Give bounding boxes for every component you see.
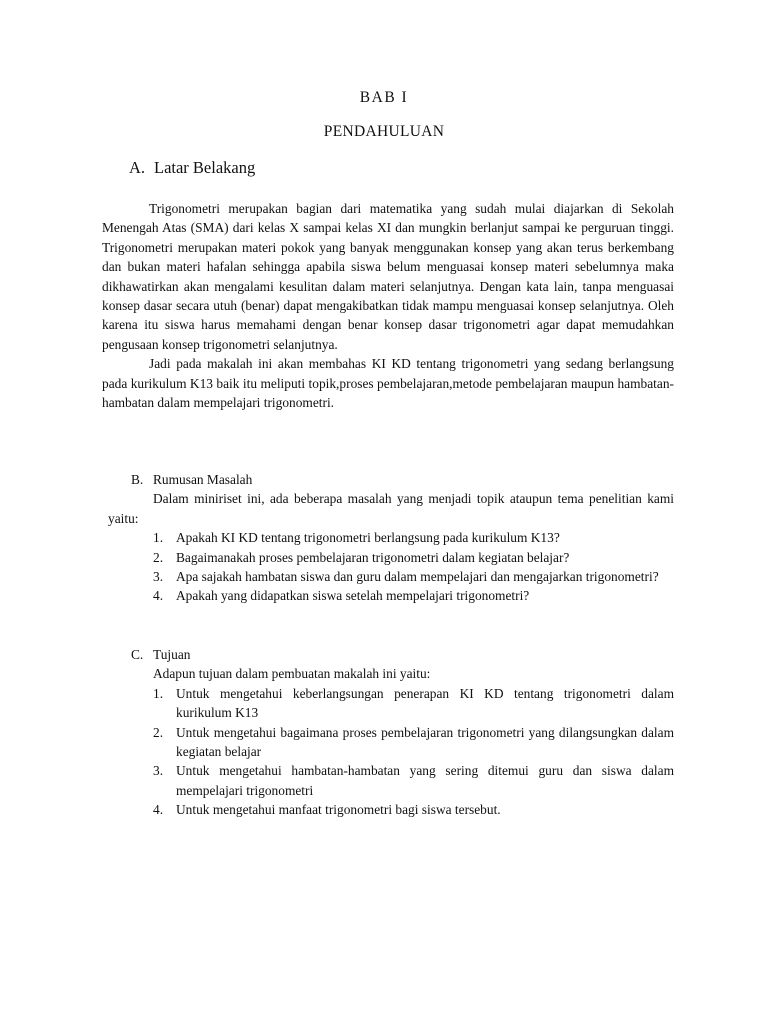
list-text: Bagaimanakah proses pembelajaran trigonometri dalam kegiatan belajar? — [176, 549, 570, 565]
list-number: 3. — [153, 569, 164, 585]
section-b — [108, 470, 674, 606]
section-c-title: Tujuan — [153, 647, 191, 662]
section-c-list — [131, 684, 674, 820]
list-item — [131, 567, 674, 586]
section-c — [131, 645, 674, 820]
list-text: Apa sajakah hambatan siswa dan guru dalam mempelajari dan mengajarkan trigonometri? — [176, 569, 659, 585]
list-number: 1. — [153, 685, 164, 701]
section-b-heading — [131, 470, 674, 489]
section-b-title: Rumusan Masalah — [153, 472, 253, 487]
list-text: Apakah KI KD tentang trigonometri berlangsung pada kurikulum K13? — [176, 530, 560, 546]
chapter-heading: BAB I — [359, 89, 409, 106]
section-a-heading — [129, 158, 255, 178]
list-text: Apakah yang didapatkan siswa setelah mempelajari trigonometri? — [176, 588, 530, 604]
section-c-intro: Adapun tujuan dalam pembuatan makalah ini yaitu: — [153, 666, 431, 682]
section-a-body — [102, 199, 674, 412]
section-c-label: C. — [131, 647, 144, 662]
list-number: 2. — [153, 549, 164, 565]
list-number: 1. — [153, 530, 164, 546]
section-c-heading — [131, 645, 674, 664]
section-b-list — [131, 528, 674, 606]
list-text: Untuk mengetahui manfaat trigonometri bagi siswa tersebut. — [176, 802, 501, 818]
list-item — [131, 761, 674, 800]
list-item — [131, 528, 674, 547]
chapter-title: PENDAHULUAN — [323, 123, 445, 140]
section-a-title: Latar Belakang — [154, 158, 256, 177]
paragraph: Trigonometri merupakan bagian dari matematika yang sudah mulai diajarkan di Sekolah Menengah Atas (SMA) dari kelas X sampai kelas XI dan mungkin berlanjut sampai ke perguruan tinggi. Trigonometri merupakan materi pokok yang banyak menggunakan konsep yang akan terus berkembang dan bukan materi hafalan sehingga apabila siswa belum menguasai konsep materi sebelumnya maka dikhawatirkan akan mengalami kesulitan dalam materi selanjutnya. Dengan kata lain, tanpa menguasai konsep dasar secara utuh (benar) dapat mengakibatkan tidak mampu menguasai konsep selanjutnya. Oleh karena itu siswa harus memahami dengan benar konsep dasar trigonometri agar dapat memudahkan pengusaan konsep trigonometri selanjutnya. — [102, 201, 674, 352]
section-b-label: B. — [131, 472, 144, 487]
list-number: 4. — [153, 802, 164, 818]
list-item — [131, 800, 674, 819]
section-b-intro: Dalam miniriset ini, ada beberapa masalah yang menjadi topik ataupun tema penelitian kami yaitu: — [108, 491, 674, 526]
list-item — [131, 684, 674, 723]
list-text: Untuk mengetahui hambatan-hambatan yang sering ditemui guru dan siswa dalam mempelajari trigonometri — [176, 763, 674, 798]
list-number: 4. — [153, 588, 164, 604]
list-number: 2. — [153, 724, 164, 740]
list-item — [131, 548, 674, 567]
section-a-label: A. — [129, 158, 146, 177]
list-text: Untuk mengetahui keberlangsungan penerapan KI KD tentang trigonometri dalam kurikulum K13 — [176, 685, 674, 721]
list-number: 3. — [153, 763, 164, 779]
paragraph: Jadi pada makalah ini akan membahas KI KD tentang trigonometri yang sedang berlangsung pada kurikulum K13 baik itu meliputi topik,proses pembelajaran,metode pembelajaran maupun hambatan-hambatan dalam mempelajari trigonometri. — [102, 356, 674, 411]
list-text: Untuk mengetahui bagaimana proses pembelajaran trigonometri yang dilangsungkan dalam kegiatan belajar — [176, 724, 674, 760]
list-item — [131, 586, 674, 605]
list-item — [131, 723, 674, 762]
